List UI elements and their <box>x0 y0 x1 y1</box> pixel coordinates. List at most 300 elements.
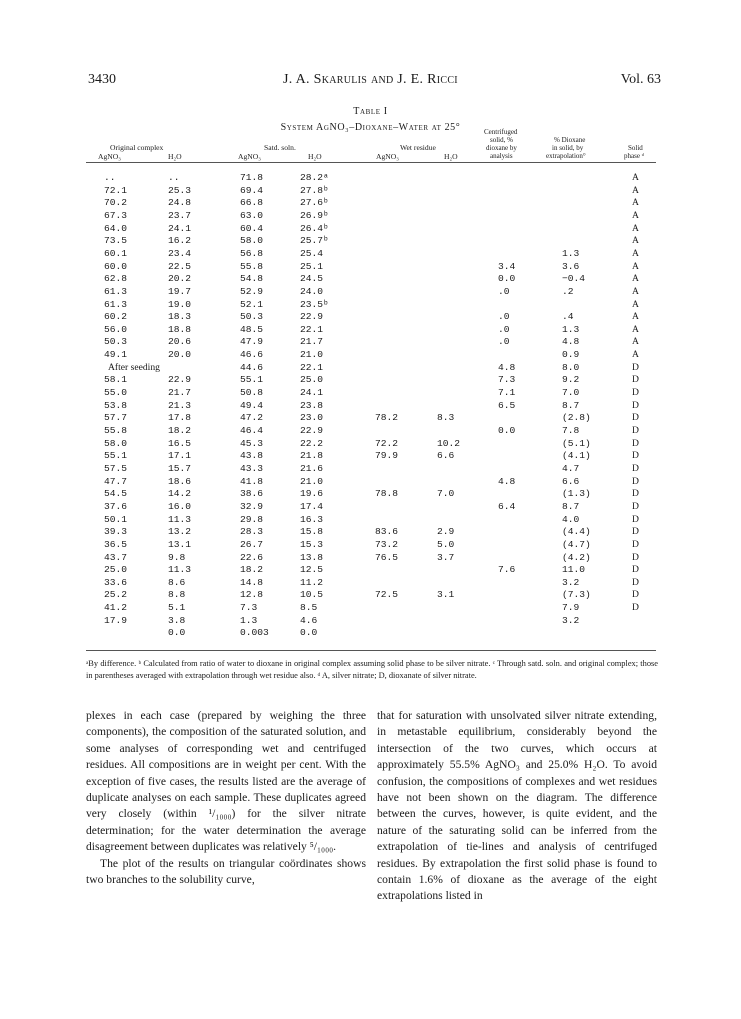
table-cell: .0 <box>498 323 510 335</box>
table-row <box>0 514 741 526</box>
table-cell: 25.0 <box>104 564 128 576</box>
table-cell: A <box>632 197 639 209</box>
table-cell: 43.8 <box>240 450 264 462</box>
table-cell: 3.6 <box>562 260 580 272</box>
table-cell: 22.9 <box>300 425 324 436</box>
table-cell: 46.6 <box>240 349 264 361</box>
table-cell: 21.6 <box>300 462 324 474</box>
table-cell: 21.0 <box>300 349 324 361</box>
table-cell: 6.6 <box>437 450 455 462</box>
table-cell: D <box>632 399 639 411</box>
table-cell: 22.9 <box>300 311 324 323</box>
table-row <box>0 539 741 551</box>
header-wet-h2o: H₂O <box>444 152 458 161</box>
body-column-left <box>86 708 366 888</box>
table-cell: 15.3 <box>300 538 324 550</box>
body-paragraph: The plot of the results on triangular coördinates shows two branches to the solubility curve, <box>86 856 366 887</box>
table-cell: −0.4 <box>562 273 586 285</box>
table-cell: 26.7 <box>240 538 264 550</box>
table-cell: 0.003 <box>240 627 269 639</box>
header-pct-dioxane-3: extrapolation° <box>546 152 586 160</box>
table-cell: 44.6 <box>240 361 264 373</box>
table-cell: 55.8 <box>240 260 264 272</box>
table-cell: 12.8 <box>240 589 264 601</box>
table-cell: 21.3 <box>168 399 192 411</box>
table-cell: 56.0 <box>104 323 128 335</box>
table-cell: 22.2 <box>300 437 324 449</box>
table-cell: 41.2 <box>104 602 128 614</box>
table-cell: 33.6 <box>104 576 128 588</box>
table-cell: A <box>632 311 639 323</box>
table-cell: 11.3 <box>168 513 192 525</box>
table-cell: 60.0 <box>104 260 128 272</box>
table-cell: 0.0 <box>498 425 516 436</box>
header-wet-residue: Wet residue <box>400 143 436 152</box>
table-row <box>0 185 741 197</box>
table-row <box>0 374 741 386</box>
table-cell: 21.8 <box>300 450 324 462</box>
table-cell: .0 <box>498 311 510 323</box>
table-cell: 72.5 <box>375 589 399 601</box>
table-cell: 50.1 <box>104 513 128 525</box>
header-original-complex: Original complex <box>110 143 164 152</box>
table-cell: (4.4) <box>562 526 591 538</box>
table-cell: D <box>632 374 639 386</box>
table-cell: D <box>632 387 639 399</box>
table-cell: 4.6 <box>300 614 318 626</box>
table-cell: 1.3 <box>240 614 258 626</box>
body-paragraph: plexes in each case (prepared by weighing the three components), the composition of the saturated solution, and some analyses of corresponding wet and centrifuged residues. All compositions are in weight per cent. With the exception of five cases, the results listed are the average of duplicate analyses on each sample. These duplicates agreed very closely (within ¹/₁₀₀₀) for the silver nitrate determination; for the water determination the average disagreement between duplicates was relatively ⁵/₁₀₀₀. <box>86 709 366 854</box>
table-cell: 16.0 <box>168 500 192 512</box>
table-cell: 50.3 <box>240 311 264 323</box>
table-cell: 45.3 <box>240 437 264 449</box>
table-title: Table I <box>353 106 388 117</box>
table-cell: 72.1 <box>104 184 128 196</box>
table-cell: D <box>632 602 639 614</box>
table-row <box>0 425 741 437</box>
table-cell: 22.6 <box>240 551 264 563</box>
table-cell: D <box>632 564 639 576</box>
table-cell: 60.2 <box>104 311 128 323</box>
table-cell: 8.7 <box>562 500 580 512</box>
table-cell: 60.1 <box>104 247 128 259</box>
table-cell: 49.4 <box>240 399 264 411</box>
table-cell: 14.8 <box>240 576 264 588</box>
table-header-rule <box>86 162 656 163</box>
table-cell: D <box>632 538 639 550</box>
table-cell: 17.4 <box>300 500 324 512</box>
table-cell: A <box>632 209 639 221</box>
table-cell: 28.3 <box>240 526 264 538</box>
table-cell: 11.0 <box>562 564 586 576</box>
table-cell: (4.2) <box>562 551 591 563</box>
table-cell: 21.7 <box>168 387 192 399</box>
table-row <box>0 488 741 500</box>
table-cell: A <box>632 298 639 310</box>
table-cell: 10.2 <box>437 437 461 449</box>
table-cell: D <box>632 361 639 373</box>
table-cell: 4.8 <box>498 361 516 373</box>
header-centrifuged-1: Centrifuged <box>484 128 518 136</box>
table-cell: 52.1 <box>240 298 264 310</box>
table-cell: 25.0 <box>300 374 324 386</box>
table-cell: 24.8 <box>168 197 192 209</box>
table-cell: (7.3) <box>562 589 591 601</box>
table-cell: 5.0 <box>437 538 455 550</box>
table-cell: 57.5 <box>104 462 128 474</box>
table-cell: 67.3 <box>104 209 128 221</box>
table-cell: 20.2 <box>168 273 192 285</box>
table-cell: 7.1 <box>498 387 516 399</box>
table-cell: 37.6 <box>104 500 128 512</box>
table-cell: 47.2 <box>240 412 264 424</box>
table-cell: A <box>632 285 639 297</box>
table-cell: 17.9 <box>104 614 128 626</box>
table-cell: 20.0 <box>168 349 192 361</box>
table-cell: 19.7 <box>168 285 192 297</box>
table-cell: 6.5 <box>498 399 516 411</box>
table-cell: 29.8 <box>240 513 264 525</box>
body-paragraph: that for saturation with unsolvated silver nitrate extending, in metastable equilibrium, considerably beyond the intersection of the two curves, which occurs at approximately 55.5% AgNO₃ and 25.0% H₂O. To avoid confusion, the compositions of complexes and wet residues have not been shown on the diagram. The difference between the curves, however, is quite evident, and the nature of the saturating solid can be inferred from the extrapolation of tie-lines and analysis of centrifuged residues. By extrapolation the first solid phase is found to contain 1.6% of dioxane as the average of the eight extrapolations listed in <box>377 709 657 903</box>
table-cell: 83.6 <box>375 526 399 538</box>
table-cell: 3.2 <box>562 614 580 626</box>
table-cell: 78.2 <box>375 412 399 424</box>
table-row <box>0 273 741 285</box>
table-cell: 63.0 <box>240 209 264 221</box>
table-cell: A <box>632 323 639 335</box>
header-centrifuged-4: analysis <box>490 152 513 160</box>
page-number: 3430 <box>88 72 116 87</box>
table-cell: 24.1 <box>168 222 192 234</box>
table-cell: 22.1 <box>300 361 324 373</box>
table-cell: 19.0 <box>168 298 192 310</box>
table-cell: D <box>632 462 639 474</box>
table-cell: 18.6 <box>168 475 192 487</box>
table-row <box>0 400 741 412</box>
table-row <box>0 552 741 564</box>
table-cell: 55.1 <box>240 374 264 386</box>
table-cell: 61.3 <box>104 285 128 297</box>
table-cell: D <box>632 475 639 487</box>
volume-label: Vol. 63 <box>620 72 661 87</box>
table-cell: 8.7 <box>562 399 580 411</box>
table-cell: 27.6ᵇ <box>300 197 329 209</box>
table-cell: 8.6 <box>168 576 186 588</box>
table-cell: 11.3 <box>168 564 192 576</box>
table-cell: 8.3 <box>437 412 455 424</box>
header-pct-dioxane-1: % Dioxane <box>554 136 586 144</box>
header-centrifuged-3: dioxane by <box>486 144 517 152</box>
table-bottom-rule <box>86 650 656 651</box>
table-cell: 23.5ᵇ <box>300 298 329 310</box>
table-cell: 58.1 <box>104 374 128 386</box>
table-cell: .. <box>168 172 180 183</box>
table-cell: 20.6 <box>168 336 192 348</box>
header-wet-agno3: AgNO₃ <box>376 152 399 161</box>
table-cell: 32.9 <box>240 500 264 512</box>
table-cell: 13.8 <box>300 551 324 563</box>
table-cell: 0.0 <box>168 627 186 639</box>
table-cell: 23.0 <box>300 412 324 424</box>
table-cell: 0.0 <box>300 627 318 639</box>
after-seeding-label: After seeding <box>108 361 160 373</box>
header-orig-h2o: H₂O <box>168 152 182 161</box>
table-cell: A <box>632 172 639 183</box>
table-cell: 7.8 <box>562 425 580 436</box>
table-cell: .2 <box>562 285 574 297</box>
table-cell: 50.3 <box>104 336 128 348</box>
table-cell: D <box>632 412 639 424</box>
table-cell: 22.9 <box>168 374 192 386</box>
body-column-right <box>377 708 657 905</box>
table-cell: 47.9 <box>240 336 264 348</box>
table-cell: 0.0 <box>498 273 516 285</box>
table-cell: 8.5 <box>300 602 318 614</box>
table-cell: 7.6 <box>498 564 516 576</box>
table-cell: 70.2 <box>104 197 128 209</box>
table-row <box>0 210 741 222</box>
table-cell: 41.8 <box>240 475 264 487</box>
table-row <box>0 627 741 639</box>
header-solid-2: phase ᵈ <box>624 152 644 160</box>
table-cell: 27.8ᵇ <box>300 184 329 196</box>
table-cell: D <box>632 425 639 436</box>
table-cell: 69.4 <box>240 184 264 196</box>
table-cell: 17.1 <box>168 450 192 462</box>
table-cell: 64.0 <box>104 222 128 234</box>
table-cell: 72.2 <box>375 437 399 449</box>
table-row <box>0 438 741 450</box>
table-cell: 49.1 <box>104 349 128 361</box>
table-cell: 4.8 <box>562 336 580 348</box>
table-cell: 8.0 <box>562 361 580 373</box>
table-row <box>0 349 741 361</box>
table-cell: 24.5 <box>300 273 324 285</box>
table-cell: (2.8) <box>562 412 591 424</box>
table-cell: 15.8 <box>300 526 324 538</box>
table-cell: 1.3 <box>562 323 580 335</box>
table-cell: 78.8 <box>375 488 399 500</box>
table-cell: 50.8 <box>240 387 264 399</box>
table-cell: 55.8 <box>104 425 128 436</box>
table-cell: .0 <box>498 285 510 297</box>
table-row <box>0 615 741 627</box>
table-cell: 24.1 <box>300 387 324 399</box>
table-cell: .. <box>104 172 116 183</box>
header-satd-h2o: H₂O <box>308 152 322 161</box>
table-cell: 3.2 <box>562 576 580 588</box>
table-cell: 53.8 <box>104 399 128 411</box>
table-cell: 12.5 <box>300 564 324 576</box>
table-cell: 17.8 <box>168 412 192 424</box>
table-cell: 15.7 <box>168 462 192 474</box>
table-cell: 25.1 <box>300 260 324 272</box>
table-cell: D <box>632 589 639 601</box>
table-row <box>0 235 741 247</box>
table-row <box>0 223 741 235</box>
header-satd-agno3: AgNO₃ <box>238 152 261 161</box>
table-cell: 4.8 <box>498 475 516 487</box>
table-cell: D <box>632 500 639 512</box>
table-cell: 58.0 <box>104 437 128 449</box>
table-row <box>0 387 741 399</box>
table-cell: 7.3 <box>240 602 258 614</box>
table-cell: 1.3 <box>562 247 580 259</box>
table-row <box>0 589 741 601</box>
table-cell: 26.4ᵇ <box>300 222 329 234</box>
table-cell: 76.5 <box>375 551 399 563</box>
table-row <box>0 526 741 538</box>
table-cell: 3.7 <box>437 551 455 563</box>
running-head-authors: J. A. Skarulis and J. E. Ricci <box>283 72 458 87</box>
table-cell: A <box>632 260 639 272</box>
table-cell: (4.7) <box>562 538 591 550</box>
table-cell: A <box>632 349 639 361</box>
table-row <box>0 248 741 260</box>
table-row <box>0 412 741 424</box>
table-cell: 24.0 <box>300 285 324 297</box>
table-cell: 18.3 <box>168 311 192 323</box>
table-cell: 79.9 <box>375 450 399 462</box>
table-cell: 8.8 <box>168 589 186 601</box>
table-cell: 56.8 <box>240 247 264 259</box>
table-cell: 54.5 <box>104 488 128 500</box>
table-cell: 55.0 <box>104 387 128 399</box>
table-row <box>0 311 741 323</box>
table-cell: 19.6 <box>300 488 324 500</box>
table-cell: 13.1 <box>168 538 192 550</box>
table-cell: (5.1) <box>562 437 591 449</box>
table-cell: 60.4 <box>240 222 264 234</box>
table-row <box>0 261 741 273</box>
table-cell: 5.1 <box>168 602 186 614</box>
table-cell: 71.8 <box>240 172 264 183</box>
table-cell: 66.8 <box>240 197 264 209</box>
table-cell: 6.6 <box>562 475 580 487</box>
table-cell: 47.7 <box>104 475 128 487</box>
table-cell: 21.0 <box>300 475 324 487</box>
table-cell: 23.7 <box>168 209 192 221</box>
table-cell: D <box>632 576 639 588</box>
table-row <box>0 324 741 336</box>
table-row <box>0 501 741 513</box>
table-footnote: ᵃBy difference. ᵇ Calculated from ratio of water to dioxane in original complex assuming solid phase to be silver nitrate. ᶜ Through satd. soln. and original complex; those in parentheses averaged with extrapolation through wet residue also. ᵈ A, silver nitrate; D, dioxanate of silver nitrate. <box>86 659 658 680</box>
table-cell: 22.5 <box>168 260 192 272</box>
table-cell: 4.0 <box>562 513 580 525</box>
table-cell: 25.2 <box>104 589 128 601</box>
table-cell: 23.8 <box>300 399 324 411</box>
table-row <box>0 362 741 374</box>
table-cell: 3.8 <box>168 614 186 626</box>
table-cell: 46.4 <box>240 425 264 436</box>
table-row <box>0 172 741 184</box>
table-cell: 21.7 <box>300 336 324 348</box>
table-cell: 7.0 <box>562 387 580 399</box>
table-cell: D <box>632 526 639 538</box>
table-cell: 25.3 <box>168 184 192 196</box>
table-cell: 10.5 <box>300 589 324 601</box>
table-cell: 4.7 <box>562 462 580 474</box>
table-cell: D <box>632 551 639 563</box>
table-cell: 39.3 <box>104 526 128 538</box>
table-row <box>0 299 741 311</box>
table-row <box>0 286 741 298</box>
table-subtitle: System AgNO₃–Dioxane–Water at 25° <box>280 122 461 133</box>
table-cell: 18.2 <box>240 564 264 576</box>
table-cell: 25.4 <box>300 247 324 259</box>
table-cell: A <box>632 273 639 285</box>
table-cell: A <box>632 247 639 259</box>
table-row <box>0 463 741 475</box>
table-cell: 55.1 <box>104 450 128 462</box>
table-cell: 38.6 <box>240 488 264 500</box>
table-cell: D <box>632 513 639 525</box>
table-cell: 73.2 <box>375 538 399 550</box>
table-cell: 43.7 <box>104 551 128 563</box>
table-cell: 14.2 <box>168 488 192 500</box>
table-row <box>0 577 741 589</box>
table-cell: A <box>632 222 639 234</box>
table-cell: 54.8 <box>240 273 264 285</box>
table-cell: 16.2 <box>168 235 192 247</box>
table-cell: 26.9ᵇ <box>300 209 329 221</box>
table-cell: (1.3) <box>562 488 591 500</box>
table-cell: 7.3 <box>498 374 516 386</box>
table-cell: 0.9 <box>562 349 580 361</box>
table-cell: 61.3 <box>104 298 128 310</box>
table-cell: 9.8 <box>168 551 186 563</box>
table-cell: .0 <box>498 336 510 348</box>
table-cell: 7.0 <box>437 488 455 500</box>
table-cell: 36.5 <box>104 538 128 550</box>
header-satd-soln: Satd. soln. <box>264 143 296 152</box>
table-cell: 52.9 <box>240 285 264 297</box>
table-cell: 6.4 <box>498 500 516 512</box>
header-pct-dioxane-2: in solid, by <box>552 144 584 152</box>
table-row <box>0 336 741 348</box>
table-cell: 25.7ᵇ <box>300 235 329 247</box>
table-row <box>0 602 741 614</box>
table-cell: 28.2ᵃ <box>300 172 329 183</box>
table-cell: 57.7 <box>104 412 128 424</box>
table-cell: 16.3 <box>300 513 324 525</box>
table-cell: A <box>632 235 639 247</box>
table-cell: A <box>632 184 639 196</box>
table-cell: 16.5 <box>168 437 192 449</box>
header-solid-1: Solid <box>628 144 643 152</box>
table-cell: 3.4 <box>498 260 516 272</box>
table-cell: 22.1 <box>300 323 324 335</box>
table-cell: (4.1) <box>562 450 591 462</box>
table-cell: .4 <box>562 311 574 323</box>
table-cell: 62.8 <box>104 273 128 285</box>
table-row <box>0 476 741 488</box>
table-cell: D <box>632 488 639 500</box>
table-cell: 23.4 <box>168 247 192 259</box>
table-cell: 18.2 <box>168 425 192 436</box>
table-cell: 13.2 <box>168 526 192 538</box>
table-cell: 43.3 <box>240 462 264 474</box>
header-centrifuged-2: solid, % <box>490 136 513 144</box>
table-row <box>0 197 741 209</box>
table-cell: 18.8 <box>168 323 192 335</box>
table-cell: D <box>632 450 639 462</box>
table-cell: 73.5 <box>104 235 128 247</box>
table-cell: D <box>632 437 639 449</box>
table-cell: 11.2 <box>300 576 324 588</box>
table-cell: 3.1 <box>437 589 455 601</box>
table-cell: 2.9 <box>437 526 455 538</box>
